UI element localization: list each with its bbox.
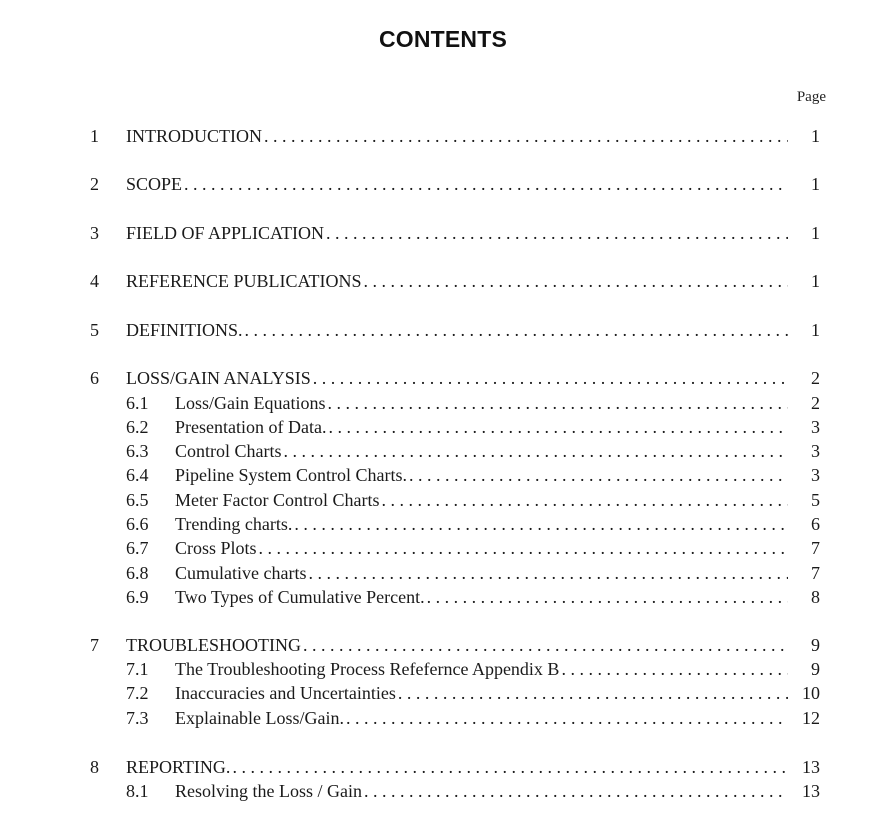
toc-entry-number: 6.5 xyxy=(126,490,149,510)
toc-entry-label: The Troubleshooting Process Refefernce Appendix B xyxy=(175,659,560,679)
toc-entry-number: 6.2 xyxy=(126,417,149,437)
dot-leader xyxy=(245,318,789,342)
toc-entry-label: Explainable Loss/Gain. xyxy=(175,708,344,728)
toc-subentry xyxy=(0,512,886,536)
toc-subentry xyxy=(0,561,886,585)
toc-entry-label: DEFINITIONS. xyxy=(126,320,243,340)
toc-entry-label: REFERENCE PUBLICATIONS xyxy=(126,271,362,291)
dot-leader xyxy=(409,463,788,487)
toc-entry xyxy=(0,633,886,657)
toc-entry-number: 7.2 xyxy=(126,683,149,703)
toc-entry-number: 6.4 xyxy=(126,465,149,485)
toc-entry-page: 2 xyxy=(811,368,820,388)
toc-entry-number: 5 xyxy=(90,320,99,340)
toc-entry-page: 6 xyxy=(811,514,820,534)
toc-entry-label: Inaccuracies and Uncertainties xyxy=(175,683,396,703)
toc-entry xyxy=(0,172,886,196)
toc-subentry xyxy=(0,706,886,730)
toc-subentry xyxy=(0,536,886,560)
toc-entry-label: Meter Factor Control Charts xyxy=(175,490,380,510)
toc-entry xyxy=(0,124,886,148)
dot-leader xyxy=(313,366,788,390)
toc-subentry xyxy=(0,463,886,487)
toc-subentry xyxy=(0,657,886,681)
dot-leader xyxy=(328,391,789,415)
toc-entry-number: 6.9 xyxy=(126,587,149,607)
toc-entry xyxy=(0,366,886,390)
toc-entry-page: 1 xyxy=(811,223,820,243)
toc-entry-page: 7 xyxy=(811,563,820,583)
dot-leader xyxy=(284,439,789,463)
toc-entry-page: 1 xyxy=(811,320,820,340)
toc-entry-page: 10 xyxy=(802,683,820,703)
toc-entry xyxy=(0,318,886,342)
toc-entry-page: 1 xyxy=(811,126,820,146)
dot-leader xyxy=(259,536,788,560)
toc-subentry xyxy=(0,779,886,803)
toc-entry-number: 7.1 xyxy=(126,659,149,679)
toc-entry-number: 2 xyxy=(90,174,99,194)
toc-subentry xyxy=(0,585,886,609)
toc-entry-number: 8 xyxy=(90,757,99,777)
dot-leader xyxy=(308,561,788,585)
toc-entry-label: Presentation of Data. xyxy=(175,417,327,437)
toc-entry-label: FIELD OF APPLICATION xyxy=(126,223,325,243)
toc-entry-number: 8.1 xyxy=(126,781,149,801)
toc-entry-label: INTRODUCTION xyxy=(126,126,262,146)
dot-leader xyxy=(184,172,788,196)
toc-entry-number: 6.3 xyxy=(126,441,149,461)
toc-entry-label: REPORTING. xyxy=(126,757,231,777)
toc-entry-page: 9 xyxy=(811,635,820,655)
toc-entry-label: TROUBLESHOOTING xyxy=(126,635,301,655)
toc-entry-page: 13 xyxy=(802,757,820,777)
toc-entry-label: Loss/Gain Equations xyxy=(175,393,326,413)
toc-entry-label: Pipeline System Control Charts. xyxy=(175,465,407,485)
toc-entry-number: 6.6 xyxy=(126,514,149,534)
toc-entry-number: 1 xyxy=(90,126,99,146)
dot-leader xyxy=(294,512,788,536)
toc-entry-page: 8 xyxy=(811,587,820,607)
toc-entry-number: 7.3 xyxy=(126,708,149,728)
dot-leader xyxy=(346,706,788,730)
toc-entry-page: 2 xyxy=(811,393,820,413)
toc-entry-number: 6.8 xyxy=(126,563,149,583)
toc-entry-number: 7 xyxy=(90,635,99,655)
toc-entry-page: 12 xyxy=(802,708,820,728)
dot-leader xyxy=(561,657,788,681)
toc-entry-page: 13 xyxy=(802,781,820,801)
toc-entry-label: LOSS/GAIN ANALYSIS xyxy=(126,368,311,388)
toc-entry-label: Cumulative charts xyxy=(175,563,307,583)
toc-entry-page: 3 xyxy=(811,441,820,461)
dot-leader xyxy=(427,585,788,609)
dot-leader xyxy=(328,415,788,439)
toc-entry-label: Control Charts xyxy=(175,441,282,461)
toc-subentry xyxy=(0,488,886,512)
dot-leader xyxy=(232,755,788,779)
toc-entry-page: 3 xyxy=(811,417,820,437)
toc-entry-number: 6.1 xyxy=(126,393,149,413)
dot-leader xyxy=(264,124,788,148)
toc-entry-label: Trending charts. xyxy=(175,514,293,534)
toc-entry-label: Cross Plots xyxy=(175,538,257,558)
dot-leader xyxy=(364,779,788,803)
dot-leader xyxy=(381,488,788,512)
toc-entry-label: SCOPE xyxy=(126,174,183,194)
toc-subentry xyxy=(0,415,886,439)
dot-leader xyxy=(326,221,788,245)
toc-subentry xyxy=(0,391,886,415)
toc-entry xyxy=(0,269,886,293)
toc-entry-number: 4 xyxy=(90,271,99,291)
toc-entry xyxy=(0,221,886,245)
toc-entry-page: 5 xyxy=(811,490,820,510)
dot-leader xyxy=(303,633,788,657)
page-title: CONTENTS xyxy=(378,26,508,52)
toc-entry-label: Resolving the Loss / Gain xyxy=(175,781,362,801)
toc-entry-page: 3 xyxy=(811,465,820,485)
toc-entry-page: 7 xyxy=(811,538,820,558)
toc-entry xyxy=(0,755,886,779)
page-column-header: Page xyxy=(796,89,826,105)
toc-entry-number: 6 xyxy=(90,368,99,388)
toc-entry-number: 3 xyxy=(90,223,99,243)
toc-entry-page: 9 xyxy=(811,659,820,679)
toc-entry-number: 6.7 xyxy=(126,538,149,558)
toc-entry-label: Two Types of Cumulative Percent. xyxy=(175,587,425,607)
toc-entry-page: 1 xyxy=(811,174,820,194)
toc-entry-page: 1 xyxy=(811,271,820,291)
dot-leader xyxy=(364,269,788,293)
dot-leader xyxy=(398,681,788,705)
toc-subentry xyxy=(0,439,886,463)
toc-subentry xyxy=(0,681,886,705)
